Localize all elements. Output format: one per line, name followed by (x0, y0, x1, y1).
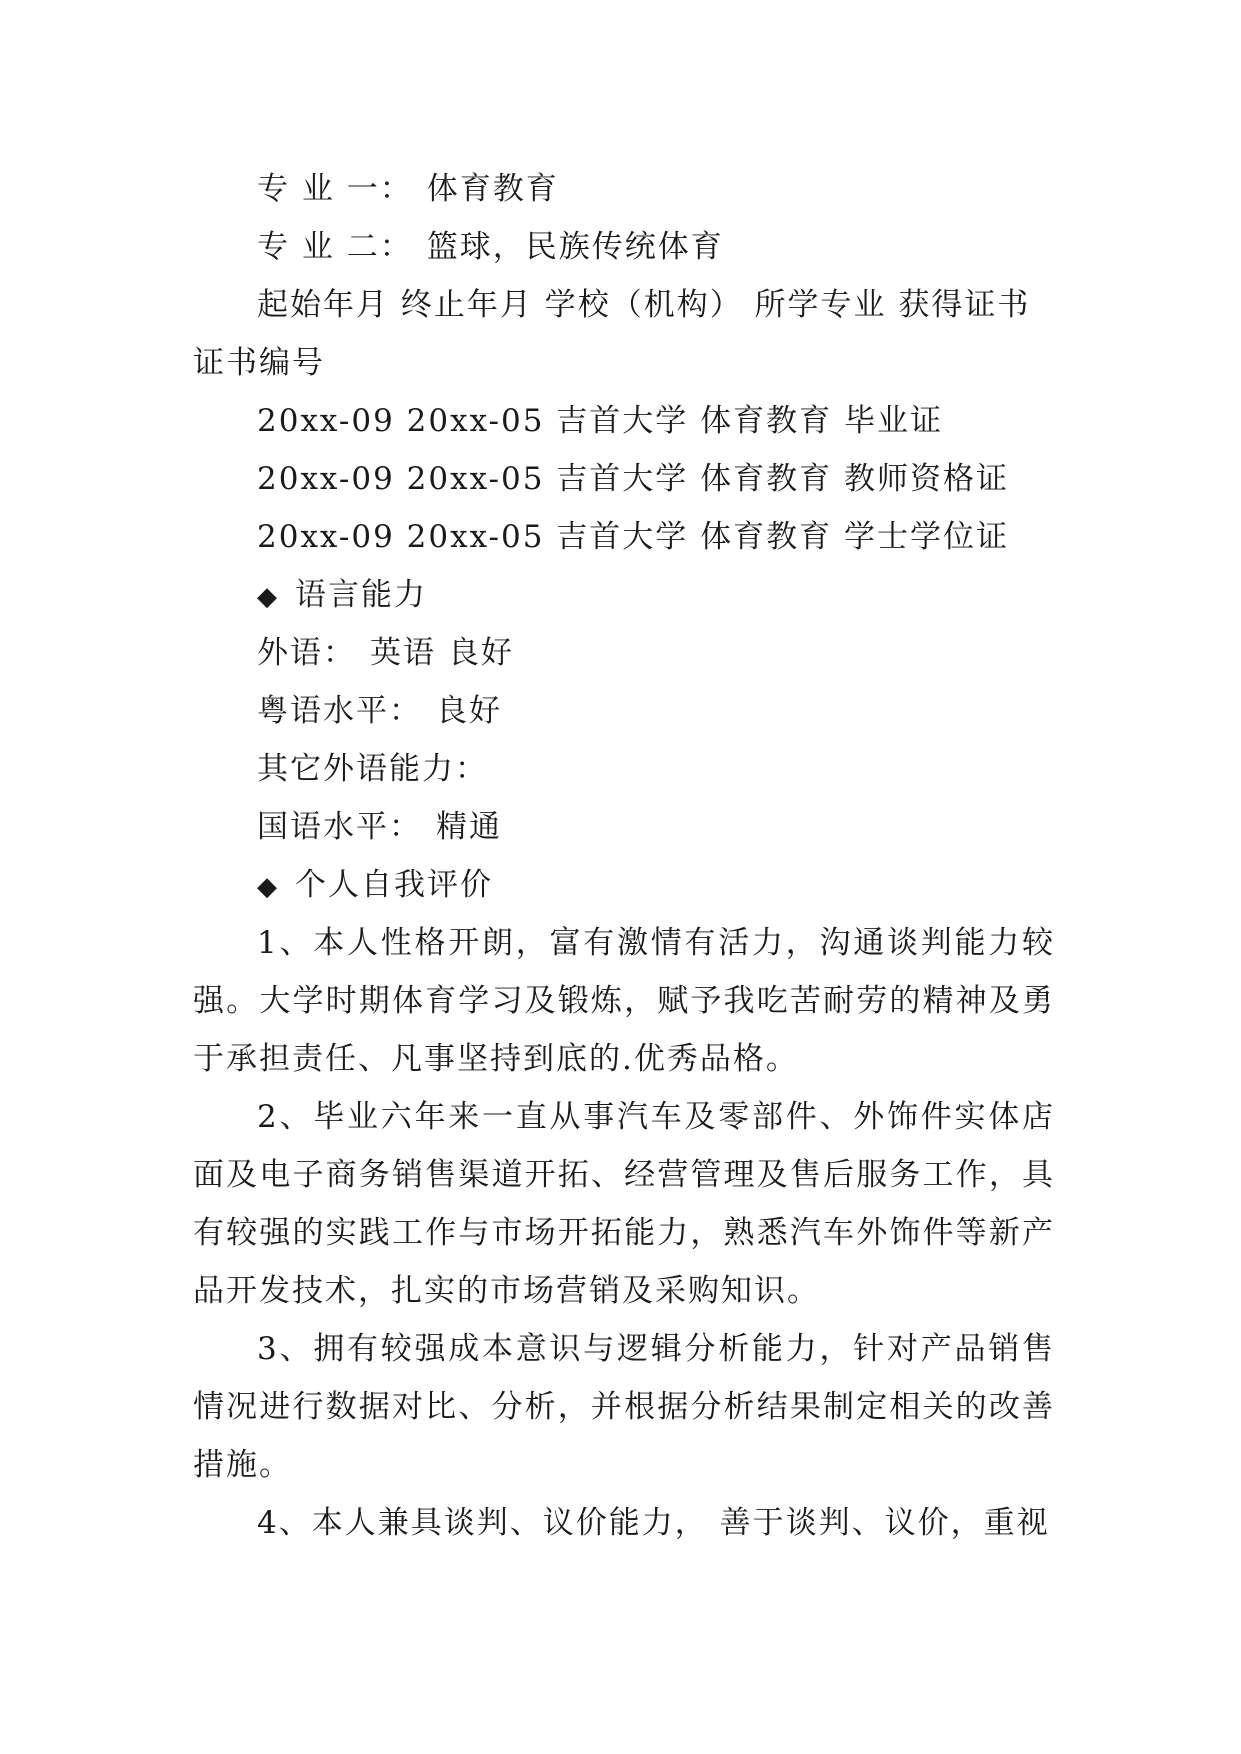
document-page (193, 160, 1055, 1552)
self-evaluation-item: 1、本人性格开朗，富有激情有活力，沟通谈判能力较强。大学时期体育学习及锻炼，赋予我吃苦耐劳的精神及勇于承担责任、凡事坚持到底的.优秀品格。 (193, 925, 1055, 1077)
diamond-bullet-icon: ◆ (257, 582, 279, 612)
major-two-line (193, 218, 1055, 276)
self-evaluation-item: 4、本人兼具谈判、议价能力， 善于谈判、议价，重视 (257, 1505, 1050, 1541)
foreign-language-line (193, 624, 1055, 682)
cantonese-value: 良好 (436, 693, 502, 729)
cantonese-label: 粤语水平： (257, 693, 422, 729)
self-evaluation-section-title: 个人自我评价 (295, 867, 493, 903)
self-evaluation-item: 2、毕业六年来一直从事汽车及零部件、外饰件实体店面及电子商务销售渠道开拓、经营管理及售后服务工作，具有较强的实践工作与市场开拓能力，熟悉汽车外饰件等新产品开发技术，扎实的市场营销及采购知识。 (193, 1099, 1055, 1309)
cantonese-line (193, 682, 1055, 740)
self-evaluation-item: 3、拥有较强成本意识与逻辑分析能力，针对产品销售情况进行数据对比、分析，并根据分析结果制定相关的改善措施。 (193, 1331, 1055, 1483)
major-two-value: 篮球，民族传统体育 (426, 229, 724, 265)
education-row: 20xx-09 20xx-05 吉首大学 体育教育 学士学位证 (257, 519, 1009, 555)
self-evaluation-section-heading (193, 856, 1055, 914)
diamond-bullet-icon: ◆ (257, 872, 279, 902)
mandarin-label: 国语水平： (257, 809, 422, 845)
major-one-label: 专 业 一： (257, 171, 413, 207)
mandarin-line (193, 798, 1055, 856)
other-language-line: 其它外语能力： (257, 751, 488, 787)
foreign-language-label: 外语： (257, 635, 356, 671)
language-section-heading (193, 566, 1055, 624)
education-row: 20xx-09 20xx-05 吉首大学 体育教育 教师资格证 (257, 461, 1009, 497)
major-two-label: 专 业 二： (257, 229, 413, 265)
major-one-value: 体育教育 (426, 171, 559, 207)
major-one-line (193, 160, 1055, 218)
foreign-language-value: 英语 良好 (370, 635, 514, 671)
education-row: 20xx-09 20xx-05 吉首大学 体育教育 毕业证 (257, 403, 943, 439)
mandarin-value: 精通 (436, 809, 502, 845)
language-section-title: 语言能力 (295, 577, 427, 613)
education-header-line-continued: 证书编号 (193, 345, 325, 381)
education-header-line: 起始年月 终止年月 学校（机构） 所学专业 获得证书 (257, 287, 1031, 323)
